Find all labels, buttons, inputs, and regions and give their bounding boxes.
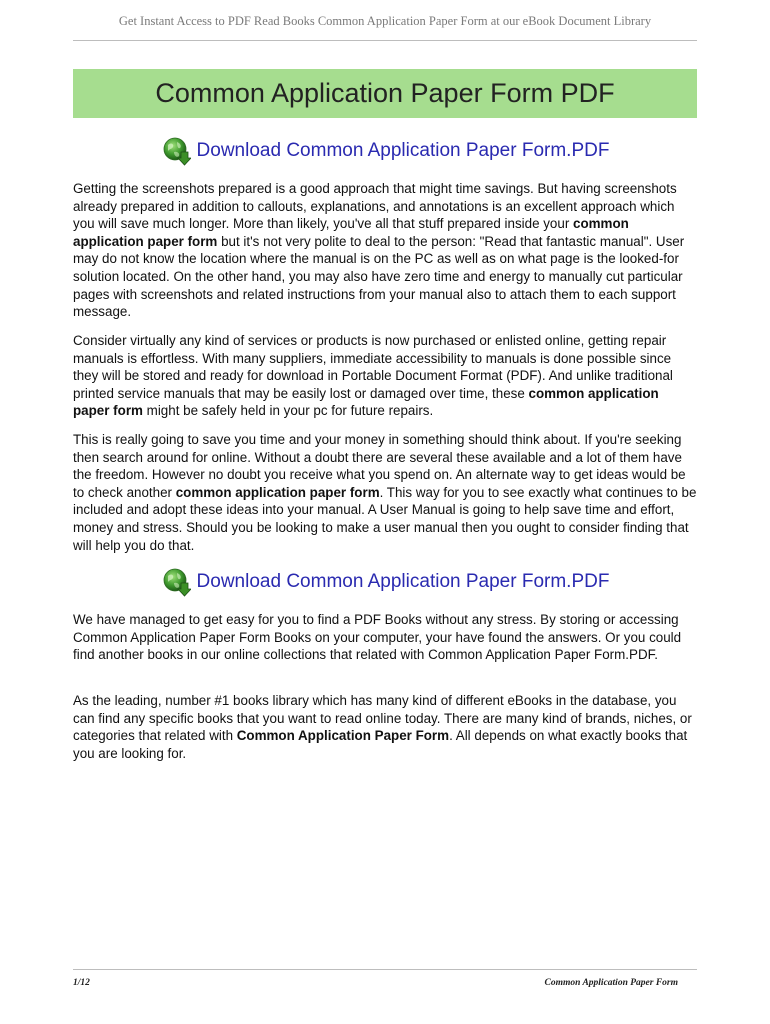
text-run: As the leading, number #1 books library which has many kind of different eBooks in the database, you can find any specific books that you want to read online today. There are many kind of brands, niches, or categories that related with [73,693,692,744]
download-link-top[interactable] [73,134,697,168]
bold-keyword: common application paper form [175,484,380,500]
text-run: Consider virtually any kind of services or products is now purchased or enlisted online, getting repair manuals is effortless. With many suppliers, immediate accessibility to manuals is done possible since they will be stored and ready for download in Portable Document Format (PDF). And unlike traditional printed service manuals that may be easily lost or damaged over time, these [73,333,673,401]
paragraph [73,692,697,762]
text-run: . All depends on what exactly books that you are looking for. [73,728,688,761]
header-divider [73,40,697,41]
text-run: . This way for you to see exactly what continues to be included and adopt these ideas into your manual. A User Manual is going to help save time and effort, money and stress. Should you be looking to make a user manual then you ought to consider finding that will help you do that. [73,484,697,553]
text-run: We have managed to get easy for you to find a PDF Books without any stress. By storing or accessing Common Application Paper Form Books on your computer, your have found the answers. Or you could find another books in our online collections that related with Common Application Paper Form.PDF. [73,612,682,663]
paragraph [73,431,697,554]
globe-download-icon [161,136,191,166]
page-header: Get Instant Access to PDF Read Books Common Application Paper Form at our eBook Document Library [118,14,652,28]
globe-download-icon [161,567,191,597]
page-number: 1/12 [73,978,90,988]
text-run: Getting the screenshots prepared is a good approach that might time savings. But having screenshots already prepared in addition to callouts, explanations, and annotations is an excellent approach which you will save much longer. More than likely, you've all that stuff prepared inside your [73,181,677,232]
download-link-bottom[interactable] [73,565,697,599]
footer-doc-title: Common Application Paper Form [544,978,678,988]
page-title: Common Application Paper Form PDF [155,78,615,108]
text-run: but it's not very polite to deal to the person: "Read that fantastic manual". User may do not know the location where the manual is on the PC as well as on what page is the looked-for solution located. On the other hand, you may also have zero time and energy to manually cut particular pages with screenshots and related instructions from your manual also to attach them to each support message. [73,233,685,320]
text-run: might be safely held in your pc for future repairs. [142,403,434,419]
bold-keyword: common application paper form [73,216,629,249]
bold-keyword: common application paper form [73,385,659,419]
bold-keyword: Common Application Paper Form [236,728,450,744]
download-link-label: Download Common Application Paper Form.PDF [196,571,610,592]
paragraph [73,611,697,664]
footer-divider [73,969,697,970]
paragraph [73,180,697,321]
download-link-label: Download Common Application Paper Form.PDF [196,140,610,161]
text-run: This is really going to save you time and your money in something should think about. If you're seeking then search around for online. Without a doubt there are several these available and a lot of them have the freedom. However no doubt you receive what you spend on. An alternate way to get ideas would be to check another [73,432,686,500]
paragraph [73,332,697,420]
title-banner [73,69,697,118]
